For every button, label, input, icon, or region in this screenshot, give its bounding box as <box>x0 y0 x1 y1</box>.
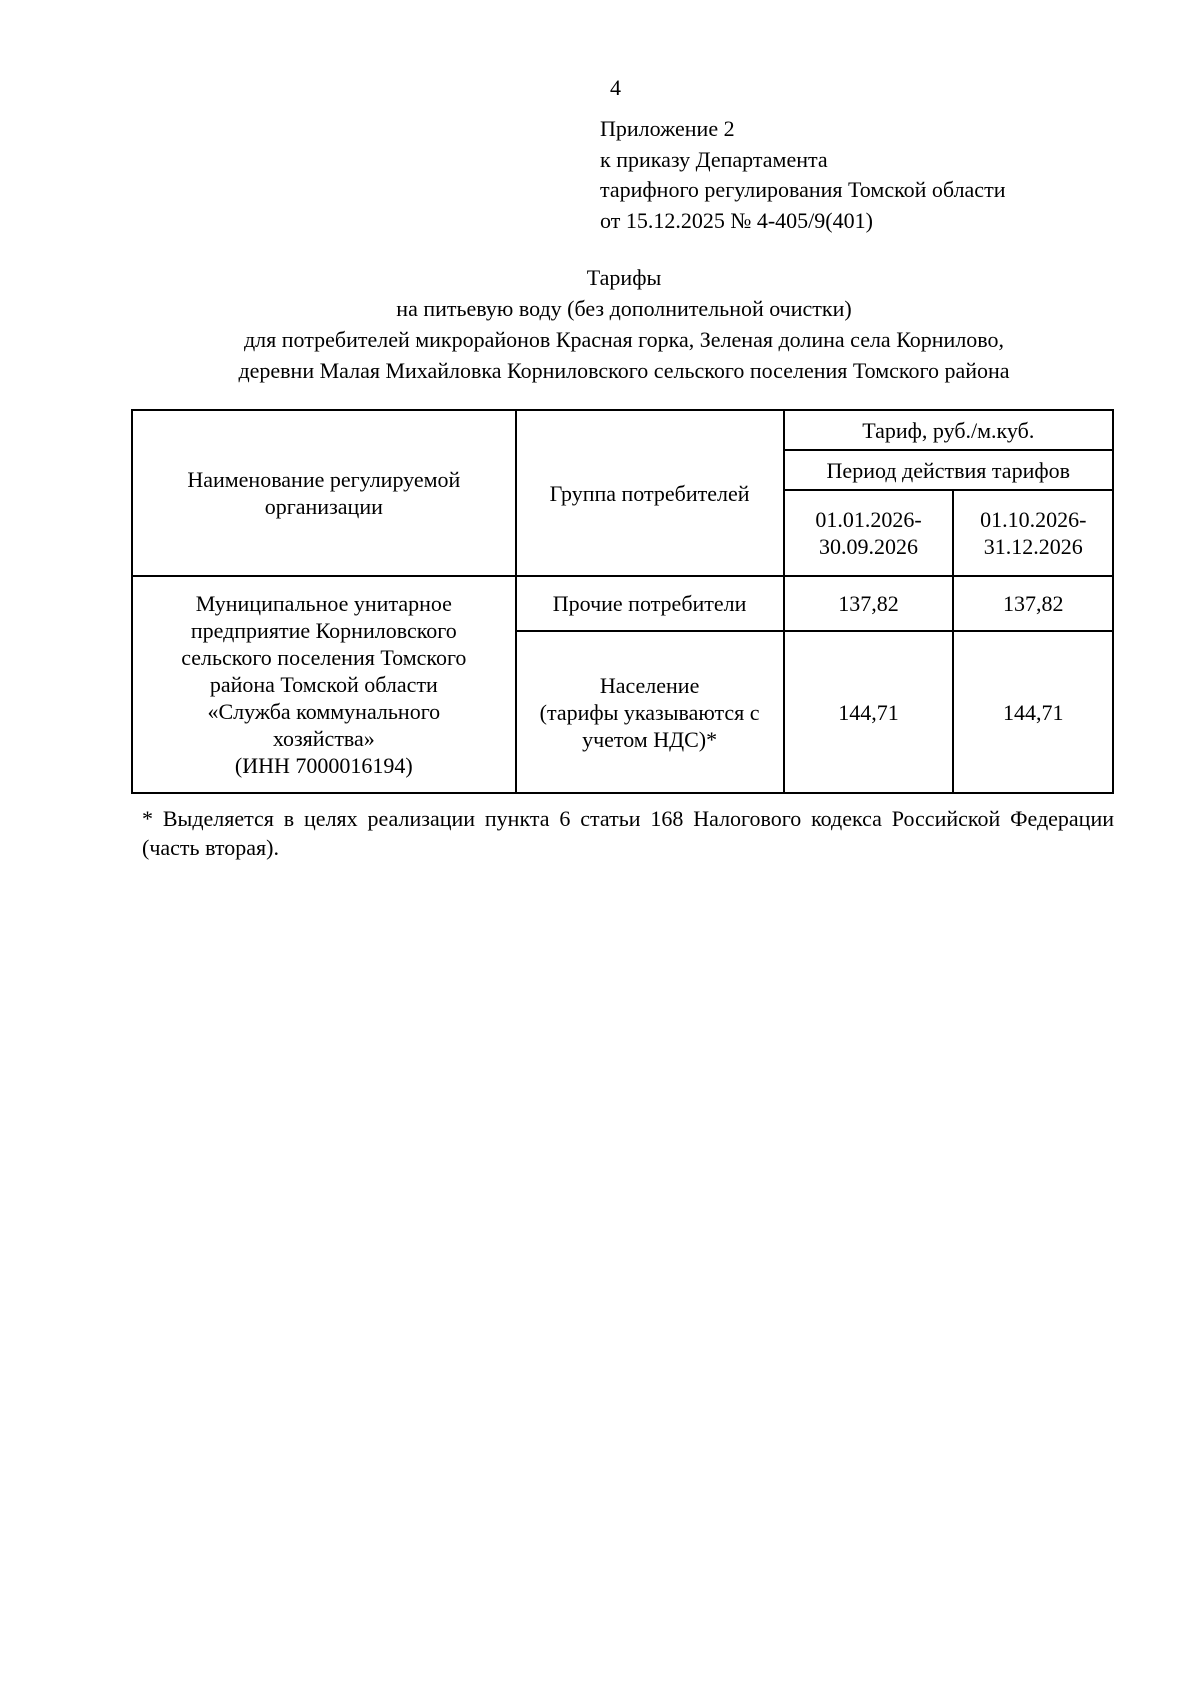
header-period-2: 01.10.2026- 31.12.2026 <box>953 490 1113 576</box>
consumer-group-cell: Население (тарифы указываются с учетом НДС)* <box>516 631 784 793</box>
tariff-value-cell: 144,71 <box>953 631 1113 793</box>
appendix-line: от 15.12.2025 № 4-405/9(401) <box>600 207 873 233</box>
footnote: * Выделяется в целях реализации пункта 6 статьи 168 Налогового кодекса Российской Федерации (часть вторая). <box>142 806 1114 860</box>
table-row <box>132 576 1113 631</box>
header-organization: Наименование регулируемой организации <box>132 410 516 576</box>
appendix-line: Приложение 2 <box>600 116 735 141</box>
tariff-value-cell: 144,71 <box>784 631 954 793</box>
consumer-group-cell: Прочие потребители <box>516 576 784 631</box>
title-line: Тарифы <box>586 265 662 290</box>
tariff-value-cell: 137,82 <box>784 576 954 631</box>
header-period-1: 01.01.2026- 30.09.2026 <box>784 490 954 576</box>
title-line: на питьевую воду (без дополнительной очистки) <box>396 296 852 321</box>
appendix-header <box>600 114 1005 236</box>
appendix-line: тарифного регулирования Томской области <box>600 177 1006 202</box>
tariff-value-cell: 137,82 <box>953 576 1113 631</box>
tariff-table <box>131 409 1114 794</box>
organization-cell: Муниципальное унитарное предприятие Корниловского сельского поселения Томского района Томской области «Служба коммунального хозяйства» (ИНН 7000016194) <box>132 576 516 793</box>
table-header-row <box>132 410 1113 450</box>
header-consumer-group: Группа потребителей <box>516 410 784 576</box>
title-line: деревни Малая Михайловка Корниловского сельского поселения Томского района <box>238 358 1010 383</box>
title-line: для потребителей микрорайонов Красная горка, Зеленая долина села Корнилово, <box>243 327 1005 352</box>
appendix-line: к приказу Департамента <box>600 146 828 172</box>
header-period: Период действия тарифов <box>784 450 1113 490</box>
document-title <box>130 262 1118 386</box>
header-tariff: Тариф, руб./м.куб. <box>784 410 1113 450</box>
page-number: 4 <box>610 75 621 100</box>
